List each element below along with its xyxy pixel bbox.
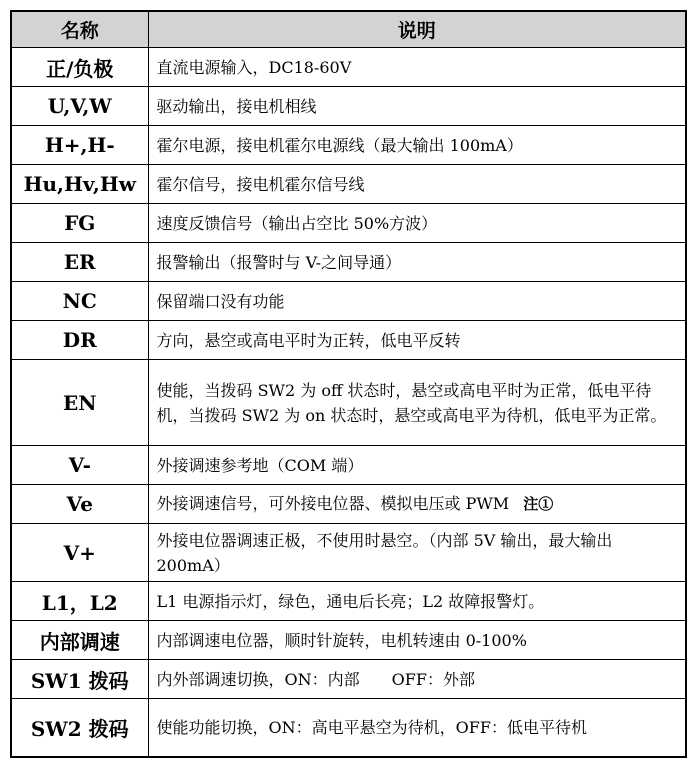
terminal-description: 使能功能切换，ON：高电平悬空为待机，OFF：低电平待机 [148, 699, 686, 757]
terminal-description: 直流电源输入，DC18-60V [148, 48, 686, 87]
table-row [11, 243, 686, 282]
terminal-description-table [10, 10, 687, 758]
terminal-name: 内部调速 [11, 621, 148, 660]
terminal-name: NC [11, 282, 148, 321]
table-row [11, 87, 686, 126]
table-row [11, 699, 686, 757]
terminal-description: 使能，当拨码 SW2 为 off 状态时，悬空或高电平时为正常，低电平待机，当拨码 SW2 为 on 状态时，悬空或高电平为待机，低电平为正常。 [148, 360, 686, 446]
table-row [11, 360, 686, 446]
table-row [11, 485, 686, 524]
terminal-name: U,V,W [11, 87, 148, 126]
table-row [11, 321, 686, 360]
terminal-description: L1 电源指示灯，绿色，通电后长亮；L2 故障报警灯。 [148, 582, 686, 621]
table-row [11, 165, 686, 204]
header-row [11, 11, 686, 48]
terminal-name: ER [11, 243, 148, 282]
terminal-name: V+ [11, 524, 148, 582]
terminal-name: SW1 拨码 [11, 660, 148, 699]
terminal-name: EN [11, 360, 148, 446]
table-row [11, 282, 686, 321]
terminal-description: 内部调速电位器，顺时针旋转，电机转速由 0-100% [148, 621, 686, 660]
terminal-name: FG [11, 204, 148, 243]
table-row [11, 524, 686, 582]
terminal-description-table-container [10, 10, 685, 758]
header-description: 说明 [148, 11, 686, 48]
terminal-description: 保留端口没有功能 [148, 282, 686, 321]
terminal-description-cell [148, 485, 686, 524]
header-name: 名称 [11, 11, 148, 48]
table-row [11, 660, 686, 699]
terminal-description: 霍尔电源，接电机霍尔电源线（最大输出 100mA） [148, 126, 686, 165]
terminal-name: 正/负极 [11, 48, 148, 87]
terminal-name: L1，L2 [11, 582, 148, 621]
terminal-description: 速度反馈信号（输出占空比 50%方波） [148, 204, 686, 243]
terminal-description: 驱动输出，接电机相线 [148, 87, 686, 126]
terminal-description: 霍尔信号，接电机霍尔信号线 [148, 165, 686, 204]
table-row [11, 48, 686, 87]
table-row [11, 582, 686, 621]
terminal-name: V- [11, 446, 148, 485]
terminal-description: 内外部调速切换，ON：内部 OFF：外部 [148, 660, 686, 699]
table-row [11, 126, 686, 165]
table-row [11, 446, 686, 485]
table-row [11, 621, 686, 660]
terminal-description: 外接调速参考地（COM 端） [148, 446, 686, 485]
terminal-name: SW2 拨码 [11, 699, 148, 757]
table-row [11, 204, 686, 243]
terminal-description: 外接电位器调速正极，不使用时悬空。（内部 5V 输出，最大输出 200mA） [148, 524, 686, 582]
terminal-description: 方向，悬空或高电平时为正转，低电平反转 [148, 321, 686, 360]
terminal-description: 外接调速信号，可外接电位器、模拟电压或 PWM [156, 494, 510, 513]
terminal-name: DR [11, 321, 148, 360]
terminal-description: 报警输出（报警时与 V-之间导通） [148, 243, 686, 282]
terminal-name: Ve [11, 485, 148, 524]
terminal-name: H+,H- [11, 126, 148, 165]
footnote-marker: 注① [523, 495, 554, 513]
terminal-name: Hu,Hv,Hw [11, 165, 148, 204]
